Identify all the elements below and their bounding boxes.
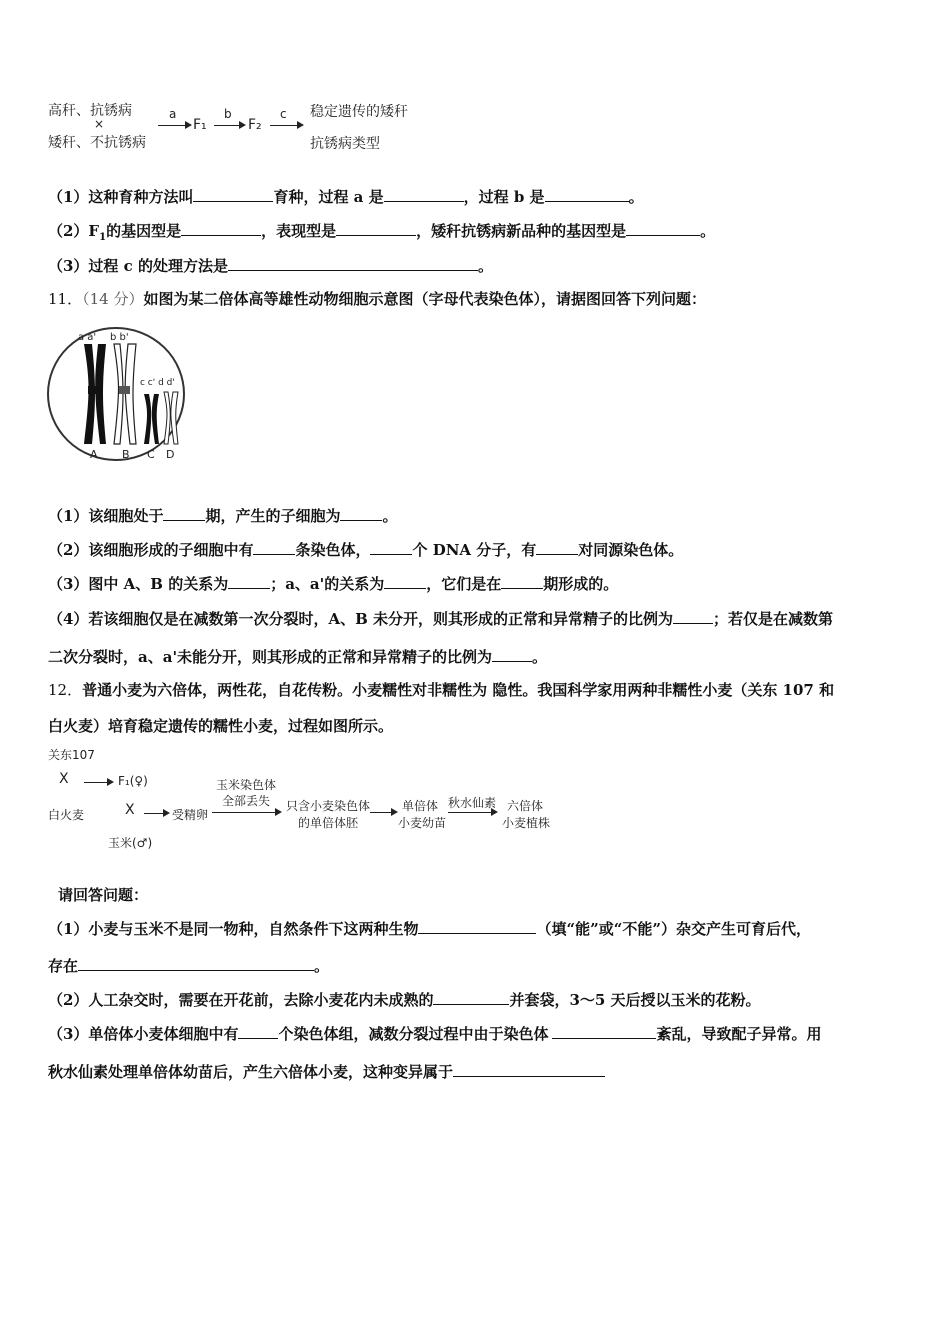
parent2-label: 矮秆、不抗锈病 xyxy=(48,135,146,151)
result-line2: 抗锈病类型 xyxy=(310,136,380,152)
q12-p1-text-a: （1）小麦与玉米不是同一物种，自然条件下这两种生物 xyxy=(48,920,419,938)
corn-male-label: 玉米(♂) xyxy=(108,836,153,850)
q11-stem xyxy=(48,289,706,309)
label-D: D xyxy=(166,448,175,461)
answer-blank xyxy=(228,256,478,271)
answer-blank xyxy=(545,187,629,202)
chromosome-a xyxy=(84,344,106,444)
answer-prompt: 请回答问题： xyxy=(58,886,149,904)
q10-part2 xyxy=(48,221,715,248)
q11-part4-line2 xyxy=(48,647,547,667)
cross-symbol: × xyxy=(94,117,105,131)
answer-blank xyxy=(536,540,578,555)
q10-p3-text-a: （3）过程 c 的处理方法是 xyxy=(48,257,229,275)
label-c-d: c c' d d' xyxy=(140,378,175,388)
q12-part3-line2 xyxy=(48,1062,605,1082)
q10-p2-subscript: 1 xyxy=(99,232,107,243)
answer-blank xyxy=(418,919,536,934)
q11-p3-text-d: 期形成的。 xyxy=(543,575,619,593)
q12-stem-line2 xyxy=(48,716,393,736)
parent1-label: 高秆、抗锈病 xyxy=(48,103,132,119)
haploid-line2: 小麦幼苗 xyxy=(398,816,447,830)
arrow-c xyxy=(270,125,302,126)
label-B: B xyxy=(122,448,130,461)
answer-blank xyxy=(492,647,532,662)
loss-line2: 全部丢失 xyxy=(222,794,271,808)
q12-prompt xyxy=(58,885,148,905)
loss-line1: 玉米染色体 xyxy=(216,778,277,792)
arrow-to-embryo xyxy=(212,812,280,813)
step-c-label: c xyxy=(280,107,287,121)
baihuomai-label: 白火麦 xyxy=(48,808,85,822)
answer-blank xyxy=(340,506,382,521)
f1-label: F₁ xyxy=(193,117,207,133)
q11-p1-text-c: 。 xyxy=(382,507,398,525)
question-number: 11． xyxy=(48,290,83,308)
q11-p2-text-c: 个 DNA 分子，有 xyxy=(412,541,537,559)
q11-p2-text-b: 条染色体， xyxy=(295,541,371,559)
q11-p1-text-b: 期，产生的子细胞为 xyxy=(205,507,341,525)
q12-p3-text-c: 紊乱，导致配子异常。用 xyxy=(656,1025,822,1043)
q12-part2 xyxy=(48,990,761,1010)
embryo-line2: 的单倍体胚 xyxy=(298,816,359,830)
question-score: （14 分） xyxy=(82,290,144,308)
answer-blank xyxy=(552,1024,656,1039)
q10-part1 xyxy=(48,187,644,207)
arrow-to-hexaploid xyxy=(448,812,496,813)
q10-p2-text-c: ，表现型是 xyxy=(261,222,337,240)
embryo-line1: 只含小麦染色体 xyxy=(286,799,371,813)
q10-p1-text-d: 。 xyxy=(628,188,644,206)
q12-p2-text-b: 并套袋，3～5 天后授以玉米的花粉。 xyxy=(509,991,761,1009)
f2-label: F₂ xyxy=(248,117,262,133)
q11-p4-text-b: ；若仅是在减数第 xyxy=(712,610,833,628)
cell-drawing xyxy=(44,322,189,467)
label-a-a-prime: a a' xyxy=(78,332,97,343)
answer-blank xyxy=(384,187,464,202)
q12-p3-text-a: （3）单倍体小麦体细胞中有 xyxy=(48,1025,239,1043)
answer-blank xyxy=(238,1024,278,1039)
chromosome-c xyxy=(144,394,159,444)
q11-part2 xyxy=(48,540,683,560)
q12-p3-text-b: 个染色体组，减数分裂过程中由于染色体 xyxy=(278,1025,549,1043)
q10-p2-text-a: （2）F xyxy=(48,222,100,240)
answer-blank xyxy=(673,609,713,624)
hexaploid-line1: 六倍体 xyxy=(507,799,544,813)
answer-blank xyxy=(626,221,700,236)
answer-blank xyxy=(336,221,416,236)
q11-p3-text-a: （3）图中 A、B 的关系为 xyxy=(48,575,229,593)
arrow-to-haploid xyxy=(370,812,396,813)
q12-part1-line2 xyxy=(48,956,329,976)
q12-p1-text-c: 存在 xyxy=(48,957,79,975)
question-stem: 如图为某二倍体高等雄性动物细胞示意图（字母代表染色体），请据图回答下列问题： xyxy=(143,290,706,308)
answer-blank xyxy=(453,1062,605,1077)
label-b-b-prime: b b' xyxy=(110,332,129,343)
q11-p4-text-c: 二次分裂时，a、a'未能分开，则其形成的正常和异常精子的比例为 xyxy=(48,648,493,666)
result-line1: 稳定遗传的矮秆 xyxy=(310,104,408,120)
q11-p1-text-a: （1）该细胞处于 xyxy=(48,507,164,525)
step-a-label: a xyxy=(169,107,177,121)
q10-part3 xyxy=(48,256,493,276)
question-stem: 普通小麦为六倍体，两性花，自花传粉。小麦糯性对非糯性为 隐性。我国科学家用两种非糯性小麦（关东 107 和 xyxy=(82,681,835,699)
arrow-a xyxy=(158,125,190,126)
q10-p1-text-b: 育种，过程 a 是 xyxy=(273,188,384,206)
q11-part4-line1 xyxy=(48,609,833,629)
q11-part3 xyxy=(48,574,618,594)
q12-p1-text-b: （填“能”或“不能”）杂交产生可育后代， xyxy=(536,920,811,938)
answer-blank xyxy=(370,540,412,555)
cross-symbol-2: X xyxy=(125,802,135,818)
answer-blank xyxy=(253,540,295,555)
f1-female-label: F₁(♀) xyxy=(118,774,148,788)
q11-p2-text-d: 对同源染色体。 xyxy=(578,541,684,559)
q10-p2-text-e: 。 xyxy=(700,222,716,240)
q11-p3-text-b: ；a、a'的关系为 xyxy=(270,575,385,593)
question-stem-continued: 白火麦）培育稳定遗传的糯性小麦，过程如图所示。 xyxy=(48,717,394,735)
q10-p1-text-c: ，过程 b 是 xyxy=(463,188,545,206)
q11-part1 xyxy=(48,506,397,526)
answer-blank xyxy=(433,990,509,1005)
hexaploid-line2: 小麦植株 xyxy=(502,816,551,830)
colchicine-label: 秋水仙素 xyxy=(448,796,497,810)
answer-blank xyxy=(78,956,314,971)
guandong-label: 关东107 xyxy=(48,748,95,762)
q10-p2-text-d: ，矮秆抗锈病新品种的基因型是 xyxy=(416,222,627,240)
q11-p3-text-c: ，它们是在 xyxy=(426,575,502,593)
answer-blank xyxy=(163,506,205,521)
q12-p1-text-d: 。 xyxy=(314,957,330,975)
label-A: A xyxy=(90,448,98,461)
chromosome-d xyxy=(164,392,178,444)
label-C: C xyxy=(147,448,155,461)
q11-p4-text-d: 。 xyxy=(532,648,548,666)
q10-p1-text-a: （1）这种育种方法叫 xyxy=(48,188,194,206)
step-b-label: b xyxy=(224,107,232,121)
q11-p2-text-a: （2）该细胞形成的子细胞中有 xyxy=(48,541,254,559)
answer-blank xyxy=(228,574,270,589)
answer-blank xyxy=(384,574,426,589)
answer-blank xyxy=(193,187,273,202)
q11-p4-text-a: （4）若该细胞仅是在减数第一次分裂时，A、B 未分开，则其形成的正常和异常精子的比例为 xyxy=(48,610,673,628)
q12-p3-text-d: 秋水仙素处理单倍体幼苗后，产生六倍体小麦，这种变异属于 xyxy=(48,1063,454,1081)
q10-p2-text-b: 的基因型是 xyxy=(106,222,182,240)
answer-blank xyxy=(181,221,261,236)
chromosome-b xyxy=(114,344,136,444)
chromosome-cell-figure xyxy=(44,322,189,467)
q12-stem-line1 xyxy=(48,680,834,700)
q12-p2-text-a: （2）人工杂交时，需要在开花前，去除小麦花内未成熟的 xyxy=(48,991,434,1009)
cross-symbol-1: X xyxy=(59,771,69,787)
arrow-to-f1 xyxy=(84,782,112,783)
fertilized-egg-label: 受精卵 xyxy=(172,808,209,822)
arrow-b xyxy=(214,125,244,126)
haploid-line1: 单倍体 xyxy=(402,799,439,813)
question-number: 12． xyxy=(48,681,83,699)
q12-part3-line1 xyxy=(48,1024,821,1044)
answer-blank xyxy=(501,574,543,589)
q10-p3-text-b: 。 xyxy=(478,257,494,275)
arrow-to-egg xyxy=(144,813,168,814)
q12-part1-line1 xyxy=(48,919,811,939)
